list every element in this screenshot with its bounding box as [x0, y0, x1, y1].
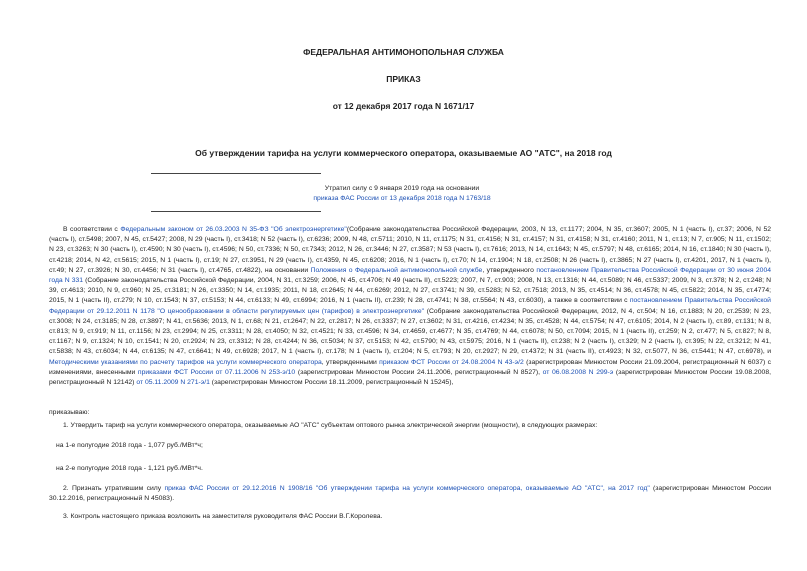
- status-link[interactable]: приказа ФАС России от 13 декабря 2018 года N 1763/18: [313, 195, 491, 202]
- order-item-3: 3. Контроль настоящего приказа возложить на заместителя руководителя ФАС России В.Г.Королева.: [63, 513, 383, 520]
- date-number-heading: от 12 декабря 2017 года N 1671/17: [332, 101, 475, 111]
- link-fst-order-253[interactable]: приказами ФСТ России от 07.11.2006 N 253-э/10: [137, 368, 296, 376]
- preamble-text: (зарегистрирован Минюстом России 21.09.2004, регистрационный N 6037) с изменениями, внесенными: [49, 358, 771, 376]
- status-text: Утратил силу с 9 января 2019 года на основании: [324, 185, 480, 192]
- preamble-text: , утвержденного: [482, 266, 537, 274]
- link-government-resolution-1178[interactable]: постановлением Правительства Российской Федерации от 29.12.2011 N 1178 "О ценообразовании в области регулируемых цен (тарифов) в электроэнергетике": [49, 297, 771, 315]
- doc-type-heading: ПРИКАЗ: [386, 74, 421, 84]
- preamble-text: (Собрание законодательства Российской Федерации, 2012, N 4, ст.504; N 16, ст.1883; N 20, ст.2539; N 23, ст.3008; N 24, ст.3185; N 28, ст.3897; N 41, ст.5636; 2013, N 1, ст.68; N 21, ст.2647; N 22, ст.2817; N 26, ст.3337; N 27, ст.3602; N 31, ст.4216, ст.4234; N 35, ст.4528; N 44, ст.5754; N 47, ст.6105; 2014, N 2 (часть I), ст.89, ст.131; N 8, ст.813; N 9, ст.919; N 11, ст.1156; N 23, ст.2994; N 25, ст.3311; N 28, ст.4050; N 32, ст.4521; N 33, ст.4596; N 34, ст.4659, ст.4677; N 35, ст.4769; N 44, ст.6078; N 50, ст.7094; 2015, N 1 (часть II), ст.259; N 2, ст.477; N 5, ст.827; N 8, ст.1167; N 9, ст.1324; N 10, ст.1541; N 20, ст.2924; N 23, ст.3312; N 28, ст.4244; N 36, ст.5034; N 37, ст.5153; N 42, ст.5790; N 43, ст.5975; 2016, N 1 (часть II), ст.238; N 2 (часть I), ст.329; N 2 (часть I), ст.395; N 22, ст.3212; N 41, ст.5838; N 43, ст.6034; N 44, ст.6135; N 47, ст.6641; N 49, ст.6928; 2017, N 1 (часть I), ст.178; N 1 (часть I), ст.204; N 5, ст.793; N 20, ст.2927; N 29, ст.4372; N 31 (часть II), ст.4923; N 32, ст.5077, N 36, ст.5441; N 47, ст.6978), и: [49, 307, 771, 356]
- preamble-text: (зарегистрирован Минюстом России 18.11.2009, регистрационный N 15245),: [209, 379, 454, 387]
- link-fas-regulation[interactable]: Положения о Федеральной антимонопольной службе: [310, 266, 483, 274]
- link-methodical-guidelines[interactable]: Методическими указаниями по расчету тарифов на услуги коммерческого оператора: [49, 358, 322, 366]
- agency-heading: ФЕДЕРАЛЬНАЯ АНТИМОНОПОЛЬНАЯ СЛУЖБА: [303, 47, 504, 57]
- preamble-text: В соответствии с: [63, 226, 121, 233]
- link-order-299[interactable]: от 06.08.2008 N 299-э: [542, 368, 614, 376]
- order-item-1: 1. Утвердить тариф на услуги коммерческого оператора, оказываемые АО "АТС" субъектам оптового рынка электрической энергии (мощности), в следующих размерах:: [63, 422, 598, 429]
- order-item-2: [49, 484, 771, 504]
- status-note: [232, 184, 572, 204]
- link-government-resolution-331[interactable]: постановлением Правительства Российской Федерации от 30 июня 2004 года N 331: [49, 266, 772, 285]
- preamble-text: , утвержденными: [321, 358, 380, 366]
- preamble-paragraph: [49, 225, 771, 388]
- tariff-first-half: на 1-е полугодие 2018 года - 1,077 руб./МВт*ч;: [56, 442, 203, 449]
- item2-text: 2. Признать утратившим силу: [63, 485, 165, 492]
- link-federal-law[interactable]: Федеральным законом от 26.03.2003 N 35-ФЗ "Об электроэнергетике": [120, 226, 347, 233]
- preamble-text: (Собрание законодательства Российской Федерации, 2003, N 13, ст.1177; 2004, N 35, ст.3607; 2005, N 1 (часть I), ст.37; 2006, N 52 (часть I), ст.5498; 2007, N 45, ст.5427; 2008, N 29 (часть I), ст.3418; N 52 (часть I), ст.6236; 2009, N 48, ст.5711; 2010, N 11, ст.1175; N 31, ст.4156; N 31, ст.4157; N 31, ст.4158; N 31, ст.4160; 2011, N 1, ст.13; N 7, ст.905; N 11, ст.1502; N 23, ст.3263; N 30 (часть I), ст.4590; N 30 (часть I), ст.4596; N 50, ст.7336; N 50, ст.7343; 2012, N 26, ст.3446; N 27, ст.3587; N 53 (часть I), ст.7616; 2013, N 14, ст.1643; N 45, ст.5797; N 48, ст.6165; 2014, N 16, ст.1840; N 30 (часть I), ст.4218; 2014, N 42, ст.5615; 2015, N 1 (часть I), ст.19; N 27, ст.3951, N 29 (часть I), ст.4359, N 45, ст.6208; 2016, N 1 (часть I), ст.70; N 14, ст.1904; N 18, ст.2508; N 26 (часть I), ст.3865; N 27 (часть I), ст.4201, 2017, N 1 (часть I), ст.49; N 27, ст.3926; N 30, ст.4456; N 31 (часть I), ст.4765, ст.4822), на основании: [49, 226, 772, 274]
- item2-text: (зарегистрирован Минюстом России 30.12.2016, регистрационный N 45083).: [49, 485, 771, 503]
- preamble-text: (Собрание законодательства Российской Федерации, 2004, N 31, ст.3259; 2006, N 45, ст.4706; N 49 (часть II), ст.5223; 2007, N 7, ст.903; 2008, N 13, ст.1316; N 44, ст.5089; N 46, ст.5337; 2009, N 3, ст.378; N 2, ст.248; N 39, ст.4613; 2010, N 9, ст.960; N 25, ст.3181; N 26, ст.3350; N 14, ст.1935; 2011, N 18, ст.2645; N 44, ст.6269; 2012, N 27, ст.3741; N 39, ст.5283; N 52, ст.7518; 2013, N 35, ст.4514; N 36, ст.4578; N 45, ст.5822; 2014, N 35, ст.4774; 2015, N 1 (часть II), ст.279; N 10, ст.1543; N 37, ст.5153; N 44, ст.6133; N 49, ст.6994; 2016, N 1 (часть II), ст.239; N 28, ст.4741; N 38, ст.5564; N 43, ст.6030), а также в соответствии с: [49, 277, 772, 305]
- prikazyvayu-label: приказываю:: [49, 409, 90, 416]
- preamble-text: (зарегистрирован Минюстом России 19.08.2008, регистрационный N 12142): [49, 368, 771, 387]
- link-repealed-order[interactable]: приказ ФАС России от 29.12.2016 N 1908/16 "Об утверждении тарифа на услуги коммерческого оператора, оказываемые АО "АТС", на 2017 год": [164, 485, 650, 492]
- preamble-text: (зарегистрирован Минюстом России 24.11.2006, регистрационный N 8527),: [295, 368, 543, 376]
- document-title: Об утверждении тарифа на услуги коммерческого оператора, оказываемые АО "АТС", на 2018 год: [195, 148, 612, 158]
- divider-bottom: [151, 211, 321, 212]
- link-fst-order-43[interactable]: приказом ФСТ России от 24.08.2004 N 43-э/2: [379, 358, 524, 366]
- divider-top: [151, 173, 321, 174]
- tariff-second-half: на 2-е полугодие 2018 года - 1,121 руб./МВт*ч.: [56, 465, 203, 472]
- link-order-271[interactable]: от 05.11.2009 N 271-э/1: [136, 379, 210, 387]
